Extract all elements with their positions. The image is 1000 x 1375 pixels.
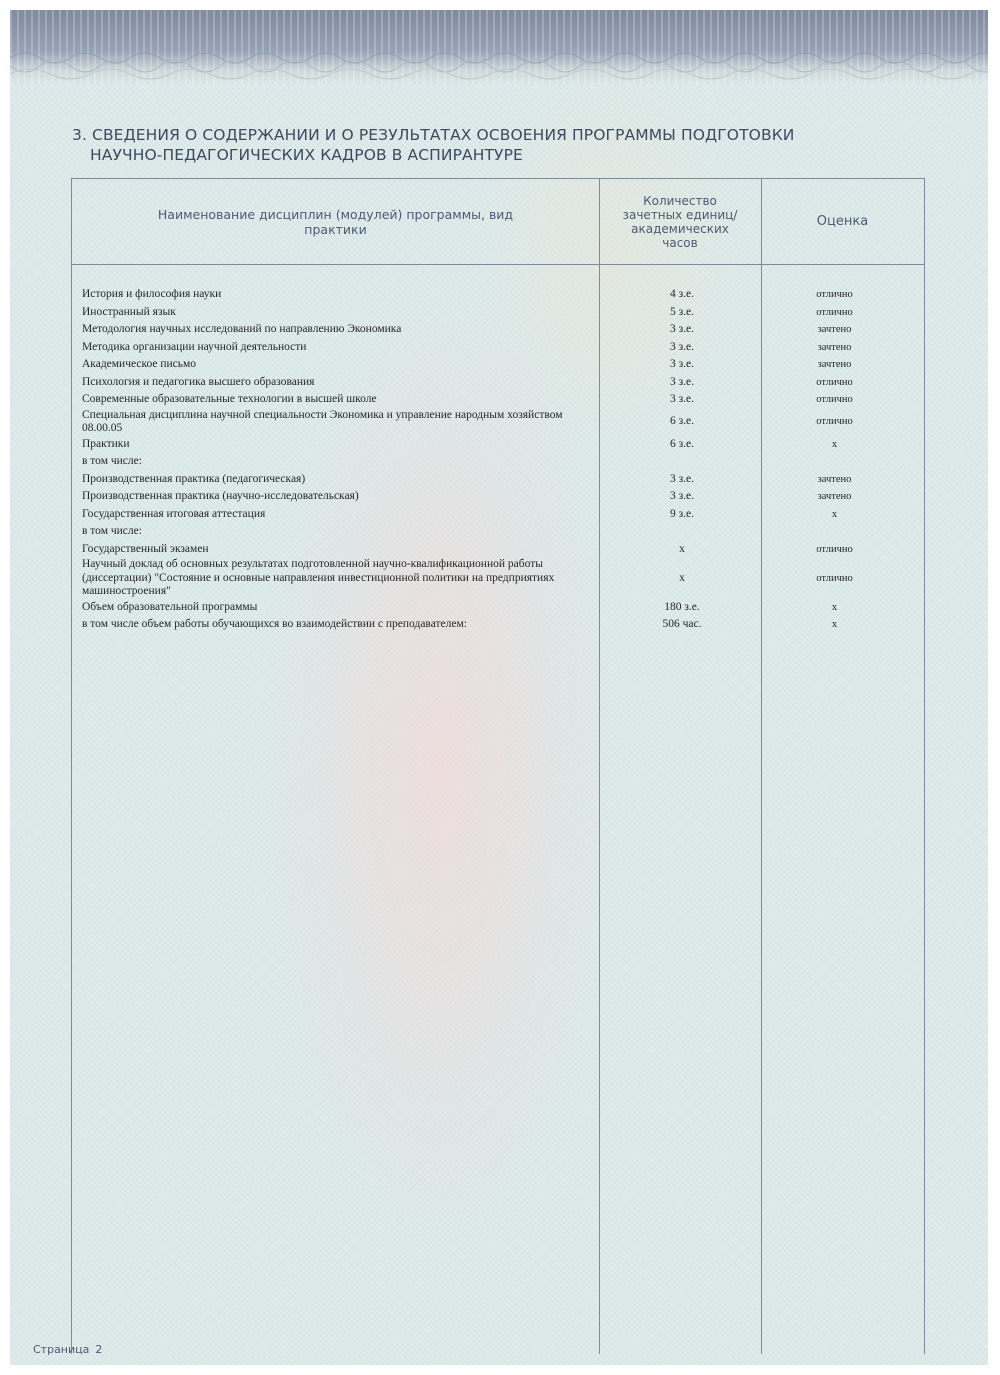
credit-units: 180 з.е. [664, 600, 700, 613]
discipline-name: в том числе: [82, 455, 142, 467]
discipline-name: Научный доклад об основных результатах подготовленной научно-квалификационной работы (диссертации) "Состояние и основные направления инвестиционной политики на предприятиях машиностроения" [82, 558, 555, 597]
credit-units: 3 з.е. [669, 323, 695, 335]
table-row [82, 321, 872, 339]
grade: x [831, 619, 838, 630]
grade: зачтено [817, 324, 852, 335]
discipline-name: Психология и педагогика высшего образования [82, 375, 315, 388]
table-row [82, 541, 872, 559]
grade: зачтено [817, 341, 852, 353]
credit-units: x [679, 571, 685, 584]
table-row [82, 488, 872, 506]
discipline-name: Методология научных исследований по направлению Экономика [82, 323, 402, 335]
grade: зачтено [817, 359, 852, 370]
credit-units: 3 з.е. [669, 490, 695, 502]
grade: отлично [816, 394, 853, 405]
discipline-name: Государственная итоговая аттестация [82, 507, 266, 520]
grade: отлично [816, 306, 853, 318]
header-discipline-name: Наименование дисциплин (модулей) программы, вид практики [157, 206, 514, 237]
page-footer [33, 1343, 102, 1356]
header-divider [72, 264, 924, 265]
discipline-name: История и философия науки [82, 288, 222, 300]
section-heading [72, 125, 932, 165]
header-grade: Оценка [816, 214, 869, 229]
grade: отлично [816, 416, 853, 428]
credit-units: 3 з.е. [669, 375, 695, 388]
table-row [82, 616, 872, 634]
discipline-name: Специальная дисциплина научной специальности Экономика и управление народным хозяйством 08.00.05 [82, 408, 563, 434]
credit-units: 3 з.е. [669, 472, 695, 485]
table-body [82, 286, 872, 634]
guilloche-wave-pattern [10, 48, 988, 88]
discipline-name: Производственная практика (научно-исследовательская) [82, 490, 359, 502]
table-row [82, 599, 872, 617]
grade: отлично [816, 572, 853, 584]
grade: отлично [816, 289, 853, 300]
grade: x [831, 508, 838, 520]
grade: зачтено [817, 491, 852, 502]
discipline-name: Методика организации научной деятельности [82, 340, 307, 353]
table-row [82, 506, 872, 524]
grade: x [831, 601, 838, 613]
table-row [82, 391, 872, 409]
section-title-line2: НАУЧНО-ПЕДАГОГИЧЕСКИХ КАДРОВ В АСПИРАНТУРЕ [90, 146, 523, 164]
credit-units: 3 з.е. [669, 393, 695, 405]
discipline-name: в том числе: [82, 525, 142, 537]
page-label: Страница [33, 1343, 90, 1356]
discipline-name: Академическое письмо [82, 358, 197, 370]
table-row [82, 304, 872, 322]
table-row [82, 558, 872, 599]
grade: x [831, 438, 838, 450]
table-row [82, 436, 872, 454]
credit-units: 6 з.е. [669, 437, 695, 450]
grade: отлично [816, 376, 853, 388]
credit-units: 3 з.е. [669, 358, 695, 370]
discipline-name: Объем образовательной программы [82, 600, 258, 613]
discipline-name: Государственный экзамен [82, 542, 209, 555]
credit-units: 5 з.е. [669, 305, 695, 318]
table-row [82, 453, 872, 471]
table-row [82, 286, 872, 304]
section-title-line1: 3. СВЕДЕНИЯ О СОДЕРЖАНИИ И О РЕЗУЛЬТАТАХ ОСВОЕНИЯ ПРОГРАММЫ ПОДГОТОВКИ [72, 126, 795, 144]
credit-units: 9 з.е. [669, 507, 695, 520]
credit-units: 4 з.е. [669, 288, 695, 300]
header-credit-units: Количество зачетных единиц/ академических часов [622, 193, 738, 250]
table-row [82, 523, 872, 541]
grade: зачтено [817, 473, 852, 485]
credit-units: 506 час. [662, 618, 702, 630]
credit-units: 6 з.е. [669, 415, 695, 428]
discipline-name: Производственная практика (педагогическая) [82, 472, 306, 485]
discipline-name: Современные образовательные технологии в высшей школе [82, 393, 377, 405]
grade: отлично [816, 543, 853, 555]
table-row [82, 471, 872, 489]
credit-units: 3 з.е. [669, 340, 695, 353]
page-number: 2 [95, 1343, 103, 1356]
discipline-name: Иностранный язык [82, 305, 176, 318]
credit-units: x [679, 542, 685, 555]
table-row [82, 339, 872, 357]
discipline-name: в том числе объем работы обучающихся во взаимодействии с преподавателем: [82, 618, 467, 630]
discipline-name: Практики [82, 437, 130, 450]
table-row [82, 374, 872, 392]
table-row [82, 409, 872, 436]
table-row [82, 356, 872, 374]
